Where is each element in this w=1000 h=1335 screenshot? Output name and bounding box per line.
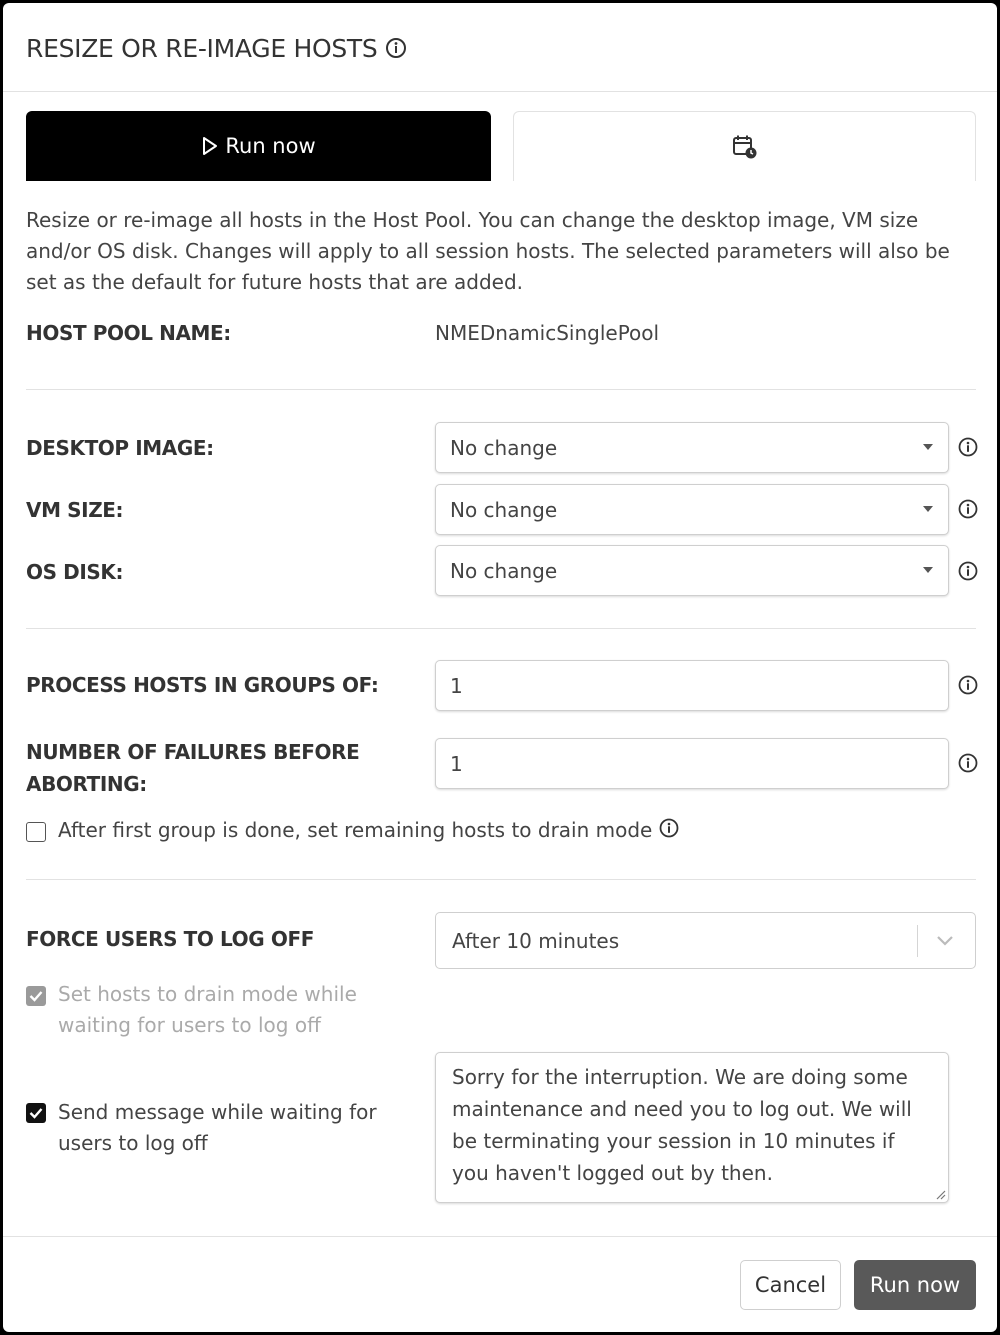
drain-after-first-label [58,815,679,847]
divider [26,389,976,390]
tab-schedule[interactable] [513,111,976,181]
play-icon [201,136,219,156]
force-logoff-select[interactable] [435,912,976,969]
groups-label: PROCESS HOSTS IN GROUPS OF: [26,673,379,697]
info-icon[interactable] [958,675,978,699]
chevron-down-icon [935,932,955,950]
desktop-image-select[interactable] [435,422,949,473]
os-disk-label: OS DISK: [26,560,124,584]
resize-reimage-dialog [3,3,997,1332]
vm-size-value: No change [450,497,558,522]
info-icon[interactable] [958,437,978,461]
drain-after-first-text: After first group is done, set remaining hosts to drain mode [58,818,653,842]
failures-value: 1 [450,751,463,776]
run-now-button[interactable]: Run now [854,1260,976,1310]
failures-label [26,736,359,800]
dialog-header [3,3,997,92]
failures-label-line2: ABORTING: [26,772,147,796]
calendar-clock-icon [732,134,758,160]
vm-size-select[interactable] [435,484,949,535]
resize-grip-icon[interactable] [934,1188,946,1200]
vm-size-label: VM SIZE: [26,498,124,522]
tab-run-now-label: Run now [225,134,316,158]
info-icon[interactable] [385,36,407,65]
send-message-label [58,1097,377,1159]
send-message-line1: Send message while waiting for [58,1100,377,1124]
tab-run-now[interactable] [26,111,491,181]
host-pool-label: HOST POOL NAME: [26,321,231,345]
info-icon[interactable] [958,753,978,777]
drain-while-waiting-label [58,979,357,1041]
drain-while-waiting-checkbox [26,986,46,1006]
info-icon[interactable] [659,816,679,847]
force-logoff-label: FORCE USERS TO LOG OFF [26,927,314,951]
groups-value: 1 [450,673,463,698]
os-disk-select[interactable] [435,545,949,596]
send-message-line2: users to log off [58,1131,208,1155]
dialog-title-text: RESIZE OR RE-IMAGE HOSTS [26,34,378,63]
send-message-checkbox[interactable] [26,1103,46,1123]
drain-while-waiting-line1: Set hosts to drain mode while [58,982,357,1006]
info-icon[interactable] [958,499,978,523]
force-logoff-value: After 10 minutes [452,928,620,953]
divider [26,628,976,629]
cancel-button[interactable]: Cancel [740,1260,841,1310]
os-disk-value: No change [450,558,558,583]
desktop-image-value: No change [450,435,558,460]
divider [26,879,976,880]
drain-while-waiting-line2: waiting for users to log off [58,1013,321,1037]
check-icon [29,1107,43,1119]
dialog-description: Resize or re-image all hosts in the Host Pool. You can change the desktop image, VM size and/or OS disk. Changes will apply to all session hosts. The selected parameters will also be set as the default for future hosts that are added. [26,208,950,294]
check-icon [29,990,43,1002]
caret-down-icon [922,442,934,452]
drain-after-first-checkbox[interactable] [26,822,46,842]
info-icon[interactable] [958,561,978,585]
groups-input[interactable] [435,660,949,711]
select-separator [917,925,918,957]
failures-label-line1: NUMBER OF FAILURES BEFORE [26,740,360,764]
failures-input[interactable] [435,738,949,789]
caret-down-icon [922,504,934,514]
message-text: Sorry for the interruption. We are doing some maintenance and need you to log out. We will be terminating your session in 10 minutes if you haven't logged out by then. [452,1065,912,1185]
footer-divider [3,1236,997,1237]
host-pool-value: NMEDnamicSinglePool [435,321,660,345]
caret-down-icon [922,565,934,575]
desktop-image-label: DESKTOP IMAGE: [26,436,214,460]
dialog-title [26,34,407,65]
message-textarea[interactable] [435,1052,949,1203]
